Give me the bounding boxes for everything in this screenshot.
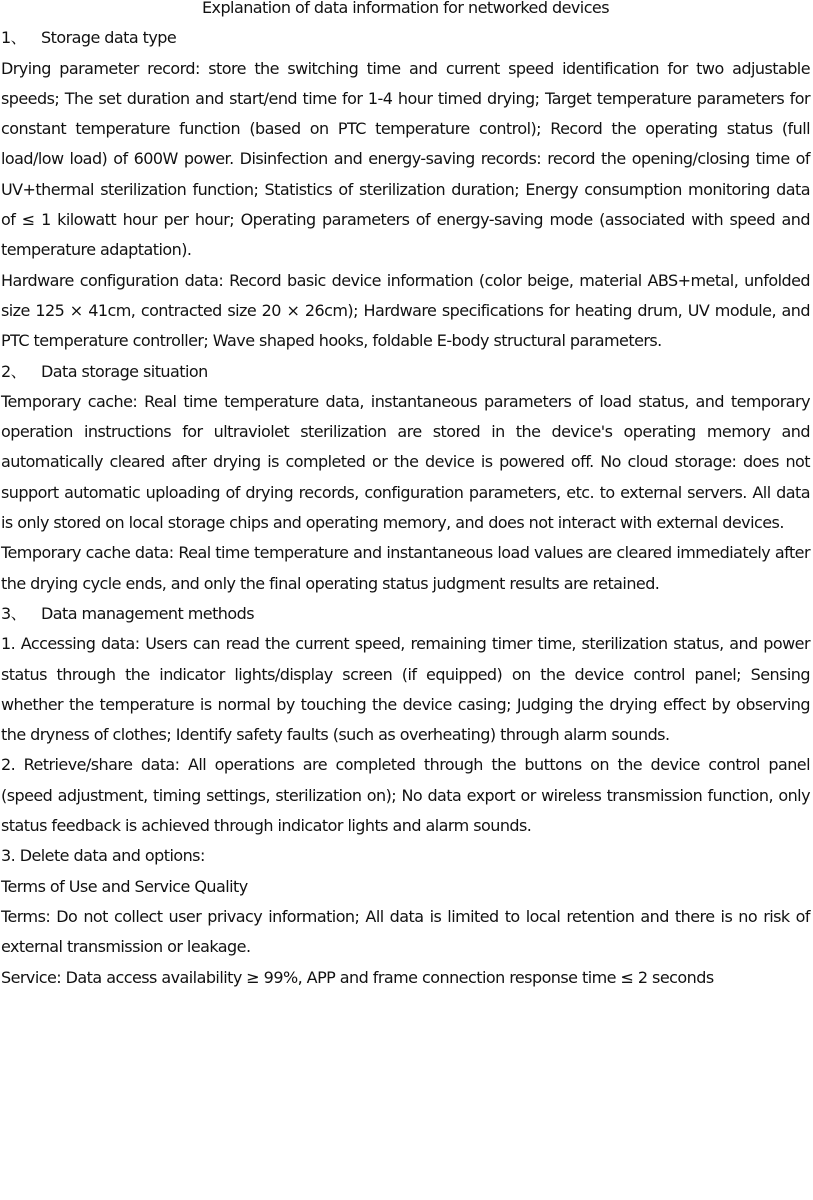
section-number: 1、 [1, 28, 27, 48]
paragraph-delete-data: 3. Delete data and options: [1, 846, 205, 866]
paragraph-temporary-cache-data: Temporary cache data: Real time temperature and instantaneous load values are cleared immediately after the drying cycle ends, and only the final operating status judgment results are retained. [1, 543, 810, 593]
paragraph-hardware-configuration: Hardware configuration data: Record basic device information (color beige, material ABS+metal, unfolded size 125 × 41cm, contracted size 20 × 26cm); Hardware specifications for heating drum, UV module, and PTC temperature controller; Wave shaped hooks, foldable E-body structural parameters. [1, 270, 810, 351]
section-number: 2、 [1, 361, 27, 381]
paragraph-accessing-data: 1. Accessing data: Users can read the current speed, remaining timer time, sterilization status, and power status through the indicator lights/display screen (if equipped) on the device control panel; Sensing whether the temperature is normal by touching the device casing; Judging the drying effect by observing the dryness of clothes; Identify safety faults (such as overheating) through alarm sounds. [1, 634, 810, 745]
paragraph-retrieve-share-data: 2. Retrieve/share data: All operations are completed through the buttons on the device control panel (speed adjustment, timing settings, sterilization on); No data export or wireless transmission function, only status feedback is achieved through indicator lights and alarm sounds. [1, 755, 810, 836]
section-heading-text: Data management methods [41, 603, 255, 623]
section-heading-data-storage [1, 357, 810, 387]
paragraph-terms-heading: Terms of Use and Service Quality [1, 876, 248, 896]
section-number: 3、 [1, 603, 27, 623]
paragraph-terms: Terms: Do not collect user privacy information; All data is limited to local retention and there is no risk of external transmission or leakage. [1, 906, 810, 957]
paragraph-drying-parameter-record: Drying parameter record: store the switching time and current speed identification for two adjustable speeds; The set duration and start/end time for 1-4 hour timed drying; Target temperature parameters for constant temperature function (based on PTC temperature control); Record the operating status (full load/low load) of 600W power. Disinfection and energy-saving records: record the opening/closing time of UV+thermal sterilization function; Statistics of sterilization duration; Energy consumption monitoring data of ≤ 1 kilowatt hour per hour; Operating parameters of energy-saving mode (associated with speed and temperature adaptation). [1, 58, 810, 260]
section-heading-text: Storage data type [41, 28, 177, 48]
section-heading-storage-data-type [1, 23, 810, 53]
paragraph-service: Service: Data access availability ≥ 99%, APP and frame connection response time ≤ 2 seconds [1, 967, 714, 987]
section-heading-text: Data storage situation [41, 361, 208, 381]
paragraph-temporary-cache: Temporary cache: Real time temperature data, instantaneous parameters of load status, and temporary operation instructions for ultraviolet sterilization are stored in the device's operating memory and automatically cleared after drying is completed or the device is powered off. No cloud storage: does not support automatic uploading of drying records, configuration parameters, etc. to external servers. All data is only stored on local storage chips and operating memory, and does not interact with external devices. [1, 391, 810, 533]
document-title: Explanation of data information for networked devices [201, 0, 610, 17]
section-heading-data-management [1, 599, 810, 629]
